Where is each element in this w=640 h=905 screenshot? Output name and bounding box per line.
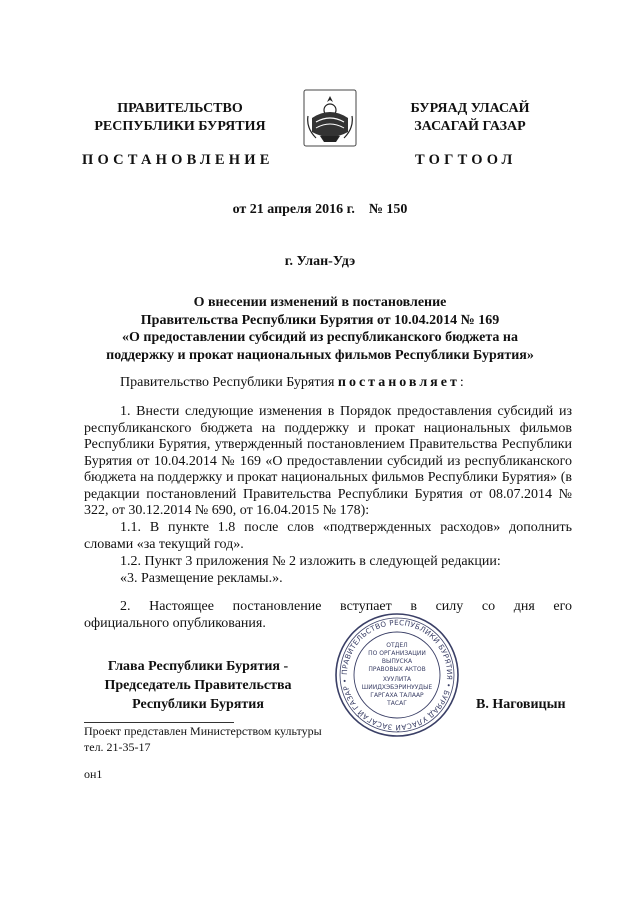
header-left-org xyxy=(80,100,280,136)
preamble xyxy=(120,374,464,391)
footer-project-note-text: Проект представлен Министерством культуры xyxy=(84,724,322,738)
item-1-1-line2: словами «за текущий год». xyxy=(84,537,244,552)
title-line4: поддержку и прокат национальных фильмов Республики Бурятия» xyxy=(106,347,534,363)
coat-of-arms-emblem xyxy=(302,88,358,148)
signatory-name: В. Наговицын xyxy=(476,697,566,712)
stamp-center-line4: ПРАВОВЫХ АКТОВ xyxy=(368,666,426,673)
footer-phone: тел. 21-35-17 xyxy=(84,740,151,754)
footer-project-note xyxy=(84,724,336,739)
emblem-icon xyxy=(302,88,358,148)
stamp-center-line2: ПО ОРГАНИЗАЦИИ xyxy=(368,650,426,657)
stamp-center-line1: ОТДЕЛ xyxy=(386,642,408,649)
item-2-line2: официального опубликования. xyxy=(84,616,266,631)
stamp-center-line5: ХУУЛИТА xyxy=(382,676,412,683)
preamble-end: : xyxy=(459,375,464,390)
item-1-1-line1: 1.1. В пункте 1.8 после слов «подтвержденных расходов» дополнить xyxy=(120,520,572,535)
preamble-spaced: постановляет xyxy=(337,375,460,390)
stamp-center-line8: ТАСАГ xyxy=(387,700,407,707)
footer-divider xyxy=(84,722,234,723)
header-left-line2: РЕСПУБЛИКИ БУРЯТИЯ xyxy=(94,119,266,134)
svg-text:ПРАВИТЕЛЬСТВО РЕСПУБЛИКИ БУРЯТ xyxy=(340,618,454,732)
footer-code: он1 xyxy=(84,767,103,781)
title-line3: «О предоставлении субсидий из республиканского бюджета на xyxy=(122,330,518,345)
signature-position-line1: Глава Республики Бурятия - xyxy=(107,659,289,674)
stamp-icon xyxy=(334,612,460,738)
item-1-2: 1.2. Пункт 3 приложения № 2 изложить в следующей редакции: xyxy=(120,554,501,569)
doc-type-left: ПОСТАНОВЛЕНИЕ xyxy=(82,152,274,168)
item-2-line1: 2. Настоящее постановление вступает в силу со дня его xyxy=(120,599,572,614)
signature-position xyxy=(84,657,312,714)
signature-position-line3: Республики Бурятия xyxy=(132,697,264,712)
title-line2: Правительства Республики Бурятия от 10.04.2014 № 169 xyxy=(140,312,500,328)
date-number: от 21 апреля 2016 г. № 150 xyxy=(232,202,408,217)
signature-position-line2: Председатель Правительства xyxy=(104,678,292,693)
doc-type-right: ТОГТООЛ xyxy=(415,152,517,168)
header-right-line2: ЗАСАГАЙ ГАЗАР xyxy=(414,119,526,134)
header-left-line1: ПРАВИТЕЛЬСТВО xyxy=(117,101,243,116)
preamble-text: Правительство Республики Бурятия xyxy=(120,375,338,390)
document-title xyxy=(70,294,570,364)
stamp-ring-text: ПРАВИТЕЛЬСТВО РЕСПУБЛИКИ БУРЯТИЯ • БУРЯАД УЛАСАЙ ЗАСАГАЙ ГАЗАР • xyxy=(339,617,455,733)
city: г. Улан-Удэ xyxy=(284,254,356,269)
item-1-2-quote: «3. Размещение рекламы.». xyxy=(120,571,283,586)
title-line1: О внесении изменений в постановление xyxy=(193,295,447,310)
stamp-center-line7: ГАРГАХА ТАЛААР xyxy=(370,692,424,699)
item-1-paragraph: 1. Внести следующие изменения в Порядок предоставления субсидий из республиканского бюджета на поддержку и прокат национальных фильмов Республики Бурятия, утвержденный постановлением Правительства Республики Бурятия от 10.04.2014 № 169 «О предоставлении субсидий из республиканского бюджета на поддержку и прокат национальных фильмов Республики Бурятия» (в редакции постановлений Правительства Республики Бурятия от 08.07.2014 № 322, от 30.12.2014 № 690, от 16.04.2015 № 178): xyxy=(84,404,572,518)
header-right-org xyxy=(370,100,570,136)
stamp-center-line3: ВЫПУСКА xyxy=(381,658,413,665)
header-right-line1: БУРЯАД УЛАСАЙ xyxy=(410,101,530,116)
stamp-center-line6: ШИИДХЭБЭРИНУУДЫЕ xyxy=(361,684,433,691)
official-stamp xyxy=(334,612,460,738)
